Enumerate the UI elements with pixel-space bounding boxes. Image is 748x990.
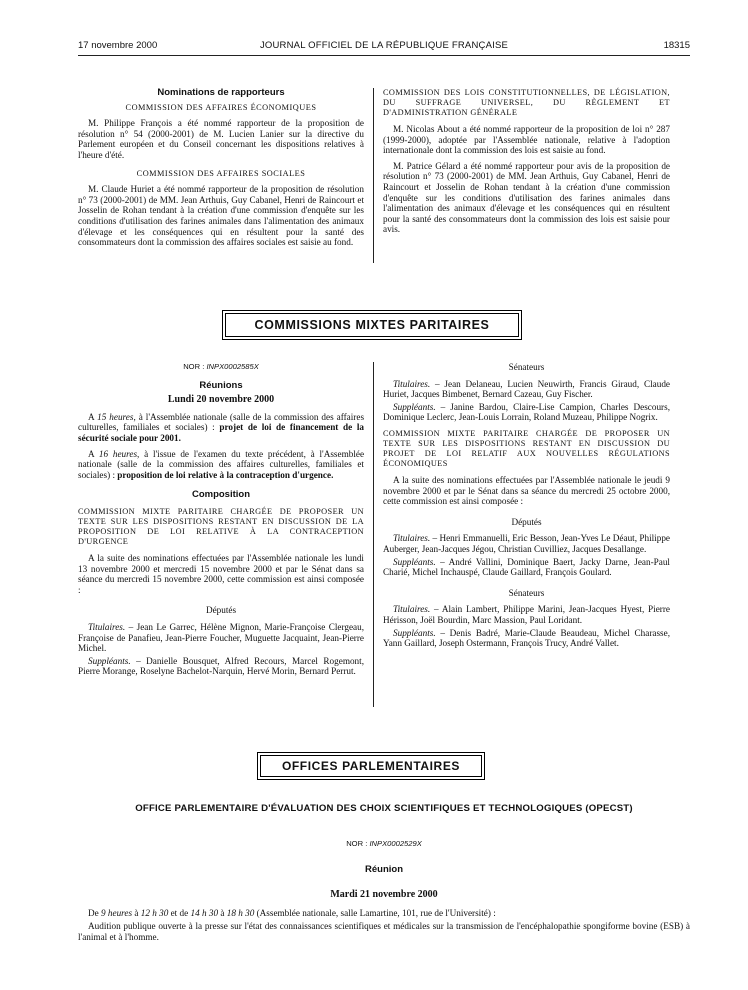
titulaires-senateurs-1 [383,379,670,400]
suppleants-label: Suppléants. [393,627,436,638]
text: De [88,908,99,919]
audition-text: Audition publique ouverte à la presse sur l'état des connaissances scientifiques et médicales sur la transmission de l'encéphalopathie spongiforme bovine (ESB) à l'animal et à l'homme. [78,920,690,942]
suppleants-names: – André Vallini, Dominique Baert, Jacky Darne, Jean-Paul Charié, Michel Inchauspé, Claude Gaillard, François Goulard. [383,556,670,578]
text: à [132,908,141,919]
nor-reference [78,362,364,373]
titulaires-senateurs-2 [383,604,670,625]
header-rule [78,55,690,56]
header-journal-title: JOURNAL OFFICIEL DE LA RÉPUBLIQUE FRANÇAISE [259,40,509,51]
time-15h: 15 heures [97,411,134,422]
header-page-number: 18315 [663,40,690,51]
nor-code: INPX0002529X [369,838,422,848]
suppleants-deputes [78,656,364,677]
text: , à l'issue de l'examen du texte précédent, à l'Assemblée nationale (salle de la commission des affaires culturelles, familiales et sociales) : [78,448,365,480]
titulaires-names: – Henri Emmanuelli, Eric Besson, Jean-Yves Le Déaut, Philippe Auberger, Jean-Jacques Jégou, Christian Cuvilliez, Jacques Desallange. [383,533,670,554]
reunion-date-opecst: Mardi 21 novembre 2000 [330,888,438,900]
titulaires-names: – Alain Lambert, Philippe Marini, Jean-Jacques Hyest, Pierre Hérisson, Joël Bourdin, Marc Massion, Paul Loridant. [383,604,670,625]
heading-composition: Composition [191,489,251,501]
paragraph-16h [78,449,364,481]
suppleants-names: – Janine Bardou, Claire-Lise Campion, Charles Descours, Dominique Leclerc, Jean-Louis Lorrain, Roland Muzeau, Philippe Nogrix. [383,401,670,423]
commission-affaires-sociales: COMMISSION DES AFFAIRES SOCIALES [136,168,306,178]
cmp-left-column [78,362,364,682]
suppleants-senateurs-1 [383,402,670,423]
suppleants-label: Suppléants. [88,655,131,666]
time-18h30: 18 h 30 [226,908,255,919]
paragraph-francois: M. Philippe François a été nommé rapporteur de la proposition de résolution n° 54 (2000-2001) de M. Lucien Lanier sur la directive du Parlement européen et du Conseil concernant les dispositions relatives à l'heure d'été. [78,118,364,160]
text: (Assemblée nationale, salle Lamartine, 101, rue de l'Université) : [254,908,496,919]
text: A [88,411,95,422]
commission-affaires-economiques: COMMISSION DES AFFAIRES ÉCONOMIQUES [125,102,317,112]
section-heading-nominations: Nominations de rapporteurs [157,87,285,98]
opecst-title: OFFICE PARLEMENTAIRE D'ÉVALUATION DES CHOIX SCIENTIFIQUES ET TECHNOLOGIQUES (OPECST) [135,803,633,814]
suppleants-label: Suppléants. [393,556,436,567]
label-deputes: Députés [205,605,237,616]
paragraph-15h [78,412,364,444]
heading-reunion: Réunion [365,864,403,876]
column-divider-top [373,88,374,263]
label-senateurs-1: Sénateurs [508,362,545,372]
titulaires-label: Titulaires. [393,533,431,544]
paragraph-gelard: M. Patrice Gélard a été nommé rapporteur pour avis de la proposition de résolution n° 73 (2000-2001) de MM. Jean Arthuis, Guy Cabanel, Henri de Raincourt et Josselin de Rohan tendant à la création d'une commission d'enquête sur les conditions d'utilisation des farines animales dans l'alimentation des animaux d'élevage et les conséquences qui en résultent pour la santé des consommateurs dont la commission des lois est saisie pour avis. [383,160,670,235]
titulaires-deputes [78,622,364,654]
nor-label: NOR : [346,838,368,848]
text: et de [168,908,191,919]
paragraph-huriet: M. Claude Huriet a été nommé rapporteur de la proposition de résolution n° 73 (2000-2001) de MM. Jean Arthuis, Guy Cabanel, Henri de Raincourt et Josselin de Rohan tendant à la création d'une commission d'enquête sur les conditions d'utilisation des farines animales dans l'alimentation des animaux d'élevage et les conséquences qui en résultent pour la santé des consommateurs dont la commission des affaires sociales est saisie au fond. [78,184,364,248]
reunion-date: Lundi 20 novembre 2000 [167,394,275,406]
suppleants-names: – Denis Badré, Marie-Claude Beaudeau, Michel Charasse, Yann Gaillard, Joseph Ostermann, François Trucy, André Vallet. [383,627,670,649]
time-9h: 9 heures [101,908,133,919]
nor-code: INPX0002585X [206,362,259,371]
projet-loi-financement: projet de loi de financement de la sécurité sociale pour 2001. [78,422,365,443]
suppleants-names: – Danielle Bousquet, Alfred Recours, Marcel Rogemont, Pierre Morange, Roselyne Bachelot-Narquin, Hervé Morin, Bernard Perrut. [78,655,364,677]
nor-label: NOR : [183,362,205,371]
commission-lois: COMMISSION DES LOIS CONSTITUTIONNELLES, DE LÉGISLATION, DU SUFFRAGE UNIVERSEL, DU RÈGLEMENT ET D'ADMINISTRATION GÉNÉRALE [383,88,670,117]
left-top-column [78,88,364,253]
suppleants-label: Suppléants. [393,401,436,412]
text: à [218,908,227,919]
time-16h: 16 heures [98,448,138,459]
label-senateurs-2: Sénateurs [508,587,545,598]
commission-contraception: COMMISSION MIXTE PARITAIRE CHARGÉE DE PROPOSER UN TEXTE SUR LES DISPOSITIONS RESTANT EN DISCUSSION DE LA PROPOSITION DE LOI RELATIVE À LA CONTRACEPTION D'URGENCE [78,506,364,546]
titulaires-label: Titulaires. [393,378,431,389]
titulaires-label: Titulaires. [393,604,431,615]
text: , à l'Assemblée nationale (salle de la commission des affaires culturelles, familiales et sociales) : [78,411,365,433]
heading-reunions: Réunions [199,379,243,391]
nor-reference-opecst [78,839,690,850]
right-top-column [383,88,670,240]
page-header [78,40,690,56]
proposition-loi-contraception: proposition de loi relative à la contraception d'urgence. [117,469,334,480]
time-14h30: 14 h 30 [190,908,219,919]
label-deputes-2: Députés [511,516,542,527]
paragraph-nominations-2: A la suite des nominations effectuées par l'Assemblée nationale le jeudi 9 novembre 2000 et par le Sénat dans sa séance du mercredi 25 octobre 2000, cette commission est ainsi composée : [383,474,670,507]
text: A [88,448,95,459]
section-box-commissions-mixtes [222,310,522,340]
opecst-section [78,804,690,942]
commission-regulations: COMMISSION MIXTE PARITAIRE CHARGÉE DE PROPOSER UN TEXTE SUR LES DISPOSITIONS RESTANT EN DISCUSSION DU PROJET DE LOI RELATIF AUX NOUVELLES RÉGULATIONS ÉCONOMIQUES [383,428,670,468]
titulaires-names: – Jean Le Garrec, Hélène Mignon, Marie-Françoise Clergeau, Françoise de Panafieu, Jean-Pierre Foucher, Muguette Jacquaint, Jean-Pierre Michel. [78,621,364,654]
column-divider-cmp [373,362,374,707]
suppleants-senateurs-2 [383,628,670,649]
paragraph-nominations: A la suite des nominations effectuées par l'Assemblée nationale les lundi 13 novembre 2000 et mercredi 15 novembre 2000 et par le Sénat dans sa séance du mercredi 15 novembre 2000, cette commission est ainsi composée : [78,552,364,595]
schedule-line [78,908,690,919]
cmp-right-column [383,362,670,654]
titulaires-deputes-2 [383,533,670,554]
section-box-offices [257,752,485,780]
titulaires-names: – Jean Delaneau, Lucien Neuwirth, Francis Giraud, Claude Huriet, Jacques Bimbenet, Bernard Cazeau, Guy Fischer. [383,378,670,400]
section-title-offices: OFFICES PARLEMENTAIRES [281,759,461,773]
header-date: 17 novembre 2000 [78,40,158,51]
suppleants-deputes-2 [383,557,670,578]
paragraph-about: M. Nicolas About a été nommé rapporteur de la proposition de loi n° 287 (1999-2000), adoptée par l'Assemblée nationale, relative à l'adoption internationale dont la commission des lois est saisie au fond. [383,124,670,156]
titulaires-label: Titulaires. [88,621,126,632]
time-12h30: 12 h 30 [140,908,169,919]
section-title-commissions-mixtes: COMMISSIONS MIXTES PARITAIRES [254,318,490,332]
